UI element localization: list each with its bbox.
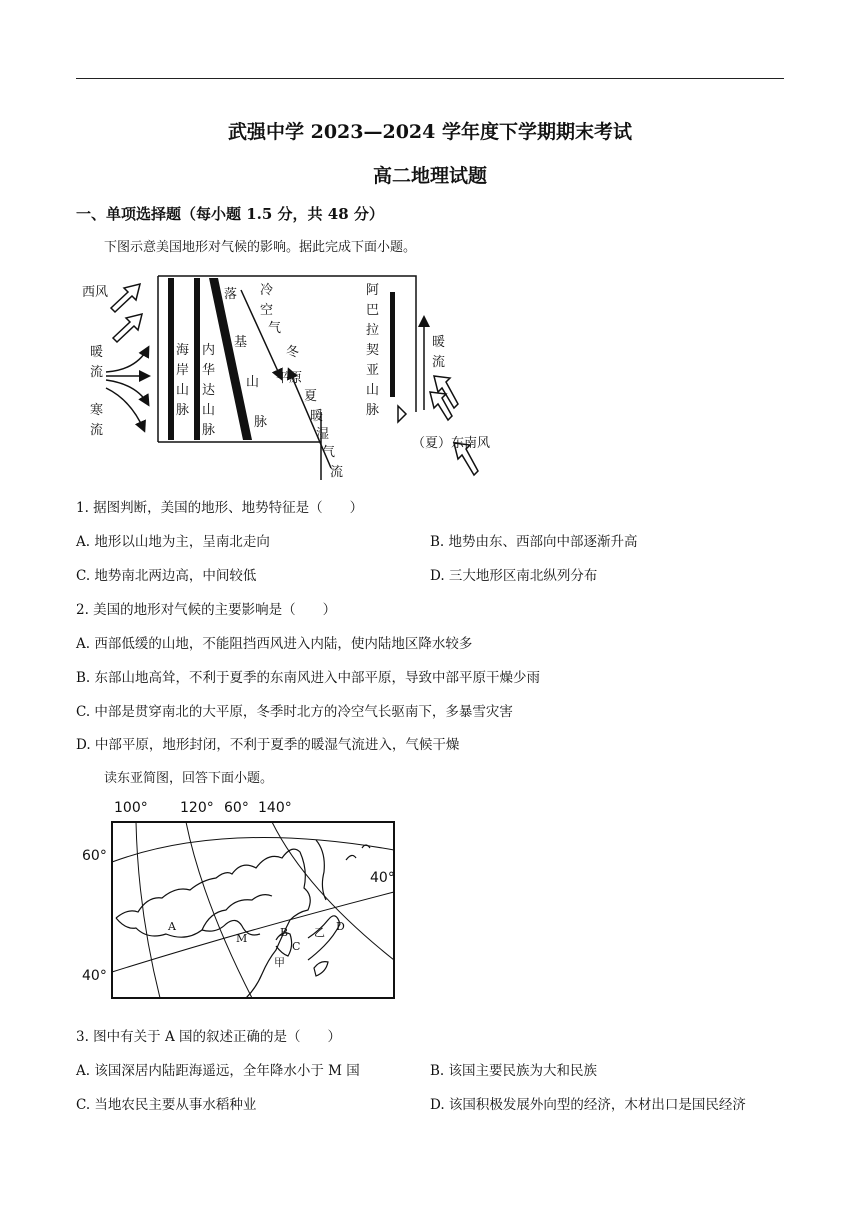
label-lon-120: 120° (180, 800, 214, 816)
q3-option-a[interactable]: A. 该国深居内陆距海遥远，全年降水小于 M 国 (76, 1063, 360, 1079)
sakhalin (316, 840, 326, 900)
meridian-120 (186, 822, 252, 998)
q2-option-d[interactable]: D. 中部平原，地形封闭，不利于夏季的暖湿气流进入，气候干燥 (76, 737, 460, 753)
exam-subtitle: 高二地理试题 (372, 165, 487, 187)
intro-text-2: 读东亚简图，回答下面小题。 (104, 771, 274, 786)
label-lat-60: 60° (82, 848, 107, 864)
label-warm-current-w2: 流 (90, 365, 104, 380)
label-east-warm-1: 暖 (432, 335, 446, 350)
label-east-warm-2: 流 (432, 355, 446, 370)
q3-option-d[interactable]: D. 该国积极发展外向型的经济，木材出口是国民经济 (430, 1097, 746, 1113)
label-winter: 冬 (286, 345, 300, 360)
svg-text:山: 山 (202, 403, 216, 418)
svg-text:脉: 脉 (202, 423, 216, 438)
label-warm-humid-4: 流 (330, 465, 344, 480)
svg-text:阿: 阿 (366, 283, 380, 298)
label-warm-humid-2: 湿 (316, 427, 330, 442)
label-b: B (280, 926, 289, 939)
label-appalachian (366, 283, 379, 418)
label-yi: 乙 (314, 926, 325, 939)
label-coast-range (176, 343, 189, 418)
label-country-m: M (236, 932, 248, 945)
svg-text:岸: 岸 (176, 363, 190, 378)
parallel-40 (112, 892, 394, 972)
se-wind-arrow-icon (430, 376, 478, 475)
us-terrain-diagram (76, 270, 516, 485)
label-warm-humid-1: 暖 (310, 409, 324, 424)
question-3-stem: 3. 图中有关于 A 国的叙述正确的是（ ） (76, 1029, 342, 1045)
q1-option-d[interactable]: D. 三大地形区南北纵列分布 (430, 568, 598, 584)
label-lat-40-left: 40° (82, 968, 107, 984)
label-lon-140: 140° (258, 800, 292, 816)
label-rocky-2: 基 (234, 335, 248, 350)
intro-text-1: 下图示意美国地形对气候的影响。据此完成下面小题。 (104, 240, 417, 255)
label-west-wind: 西风 (82, 285, 109, 300)
label-cold-air-3: 气 (268, 321, 282, 336)
svg-text:脉: 脉 (366, 403, 380, 418)
svg-text:内: 内 (202, 343, 216, 358)
label-lon-60: 60° (224, 800, 249, 816)
q1-option-a[interactable]: A. 地形以山地为主，呈南北走向 (76, 534, 270, 550)
q2-option-b[interactable]: B. 东部山地高耸，不利于夏季的东南风进入中部平原，导致中部平原干燥少雨 (76, 670, 541, 686)
q2-option-a[interactable]: A. 西部低缓的山地，不能阻挡西风进入内陆，使内陆地区降水较多 (76, 636, 473, 652)
west-current-arrows-icon (106, 348, 148, 430)
section-heading: 一、单项选择题（每小题 1.5 分，共 48 分） (76, 205, 384, 223)
svg-text:达: 达 (202, 383, 216, 398)
label-rocky-4: 脉 (254, 415, 268, 430)
svg-text:亚: 亚 (366, 363, 380, 378)
label-d: D (336, 920, 345, 933)
svg-text:海: 海 (176, 343, 190, 358)
label-rocky-1: 落 (224, 287, 238, 302)
label-cold-air-1: 冷 (260, 283, 274, 298)
label-warm-current-w1: 暖 (90, 345, 104, 360)
label-summer: 夏 (304, 389, 318, 404)
svg-text:拉: 拉 (366, 323, 380, 338)
svg-text:巴: 巴 (366, 303, 380, 318)
q1-option-c[interactable]: C. 地势南北两边高，中间较低 (76, 568, 257, 584)
label-lat-40-right: 40° (370, 870, 395, 886)
label-cold-current-1: 寒 (90, 403, 104, 418)
label-country-a: A (168, 920, 176, 933)
parallel-60 (112, 838, 394, 863)
label-c: C (292, 940, 301, 953)
header-rule (76, 78, 784, 79)
nevada-bar (194, 278, 200, 440)
border-inner (202, 895, 272, 930)
svg-text:脉: 脉 (176, 403, 190, 418)
kuril (346, 845, 370, 860)
label-cold-current-2: 流 (90, 423, 104, 438)
label-nevada (202, 342, 215, 438)
rocky-bar (209, 278, 252, 440)
appalachian-bar (390, 292, 395, 397)
east-asia-map (76, 800, 406, 1005)
japan-south (314, 962, 328, 976)
label-lon-100: 100° (114, 800, 148, 816)
label-se-wind: （夏）东南风 (412, 436, 491, 451)
label-warm-humid-3: 气 (322, 445, 336, 460)
meridian-140 (272, 822, 394, 960)
west-wind-arrow-icon (111, 284, 142, 342)
svg-text:华: 华 (202, 363, 216, 378)
q3-option-b[interactable]: B. 该国主要民族为大和民族 (430, 1063, 598, 1079)
label-rocky-3: 山 (246, 375, 260, 390)
svg-text:山: 山 (176, 383, 190, 398)
svg-text:契: 契 (366, 343, 380, 358)
label-cold-air-2: 空 (260, 303, 274, 318)
question-2-stem: 2. 美国的地形对气候的主要影响是（ ） (76, 602, 337, 618)
question-1-stem: 1. 据图判断，美国的地形、地势特征是（ ） (76, 500, 364, 516)
q3-option-c[interactable]: C. 当地农民主要从事水稻种业 (76, 1097, 257, 1113)
q2-option-c[interactable]: C. 中部是贯穿南北的大平原，冬季时北方的冷空气长驱南下，多暴雪灾害 (76, 704, 513, 720)
q1-option-b[interactable]: B. 地势由东、西部向中部逐渐升高 (430, 534, 638, 550)
label-jia: 甲 (274, 956, 285, 969)
coast-range-bar (168, 278, 174, 440)
svg-text:山: 山 (366, 383, 380, 398)
label-plain: 平原 (276, 371, 303, 386)
exam-title: 武强中学 2023—2024 学年度下学期期末考试 (228, 121, 632, 143)
